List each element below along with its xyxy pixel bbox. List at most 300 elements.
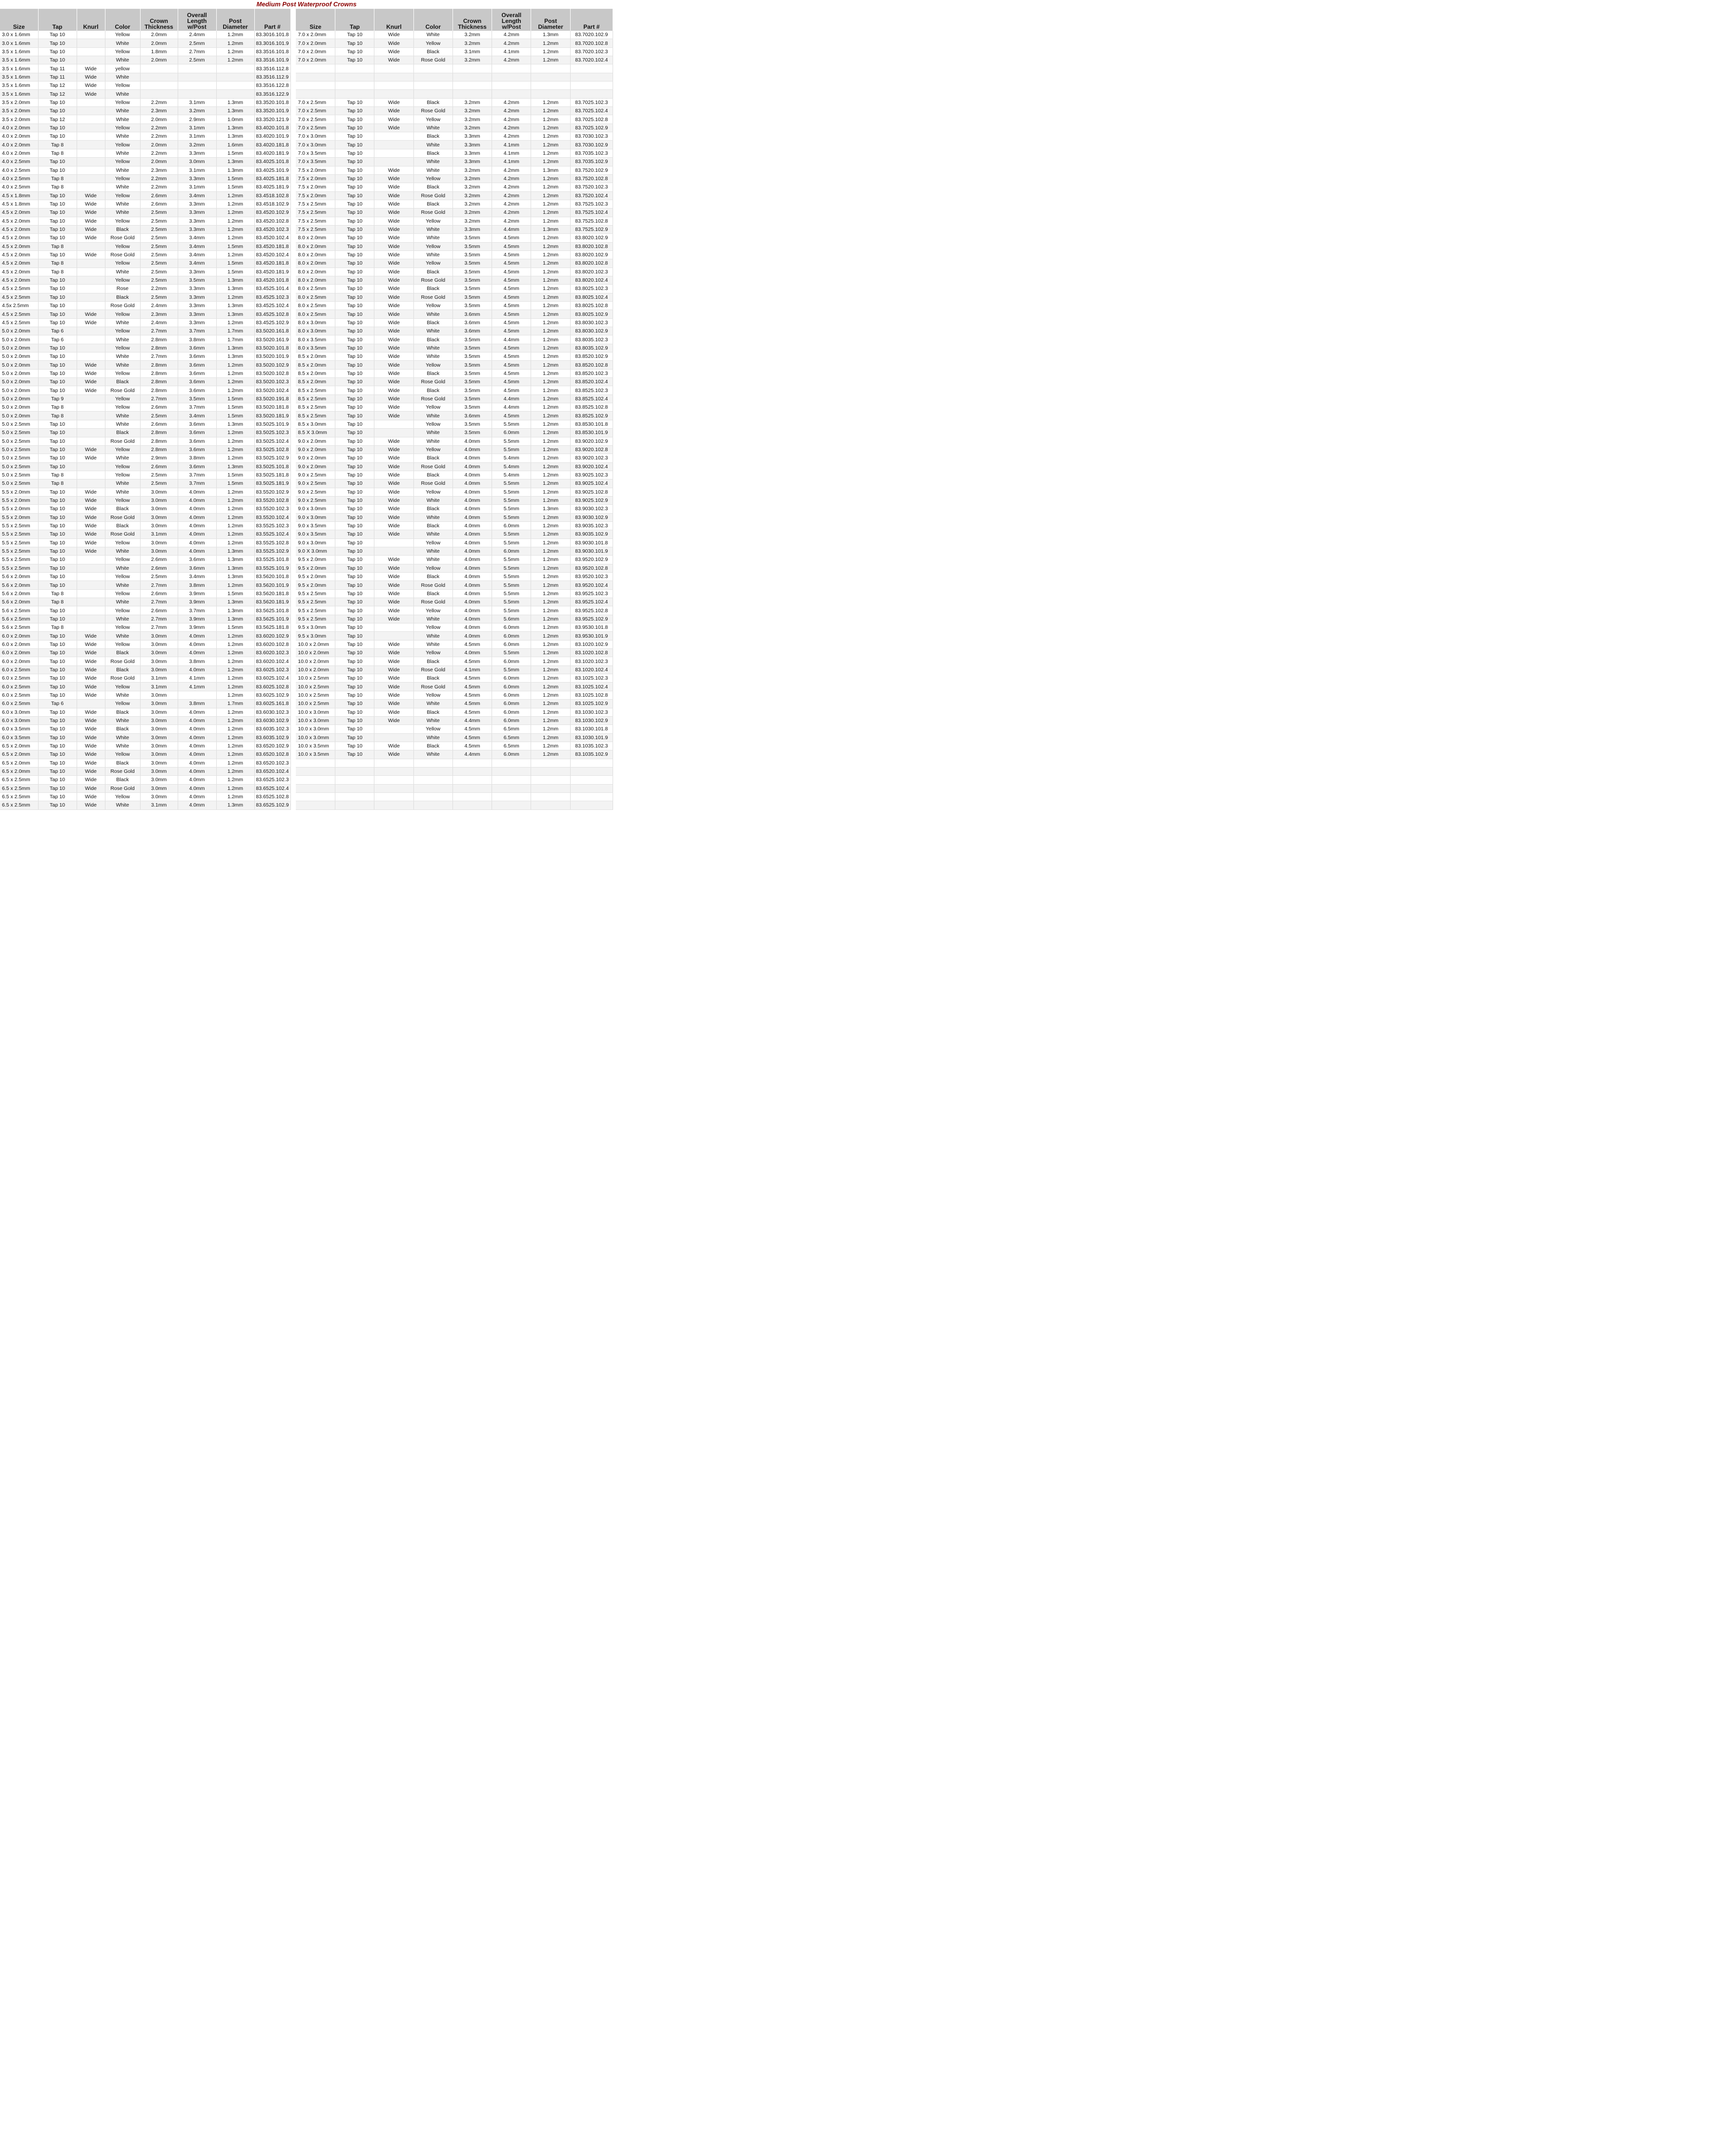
part-number-cell: 83.6035.102.3	[254, 725, 290, 733]
size-cell: 8.0 x 2.5mm	[296, 285, 335, 293]
overall-length-cell: 5.5mm	[492, 598, 531, 606]
part-number-cell: 83.8520.102.3	[570, 369, 613, 377]
table-row	[296, 420, 613, 428]
table-row	[296, 141, 613, 149]
tap-cell: Tap 8	[38, 479, 77, 488]
crown-thickness-cell: 3.1mm	[140, 683, 178, 691]
part-number-cell: 83.4020.181.8	[254, 141, 290, 149]
overall-length-cell: 6.5mm	[492, 733, 531, 742]
table-row	[296, 454, 613, 462]
overall-length-cell: 3.1mm	[178, 132, 216, 141]
color-cell: Rose	[105, 285, 140, 293]
table-row	[296, 598, 613, 606]
crown-thickness-cell: 2.2mm	[140, 98, 178, 106]
size-cell: 7.0 x 3.5mm	[296, 149, 335, 157]
crown-thickness-cell: 4.5mm	[452, 725, 492, 733]
post-diameter-cell: 1.2mm	[531, 361, 570, 369]
tap-cell: Tap 10	[335, 302, 374, 310]
part-number-cell: 83.9525.102.4	[570, 598, 613, 606]
table-row	[296, 39, 613, 47]
tap-cell: Tap 10	[335, 242, 374, 250]
crown-thickness-cell: 3.0mm	[140, 716, 178, 725]
size-cell	[296, 767, 335, 775]
tap-cell: Tap 10	[38, 437, 77, 445]
tap-cell: Tap 10	[38, 776, 77, 784]
table-row	[0, 539, 290, 547]
tap-cell: Tap 10	[38, 124, 77, 132]
post-diameter-cell: 1.5mm	[216, 183, 254, 191]
knurl-cell	[77, 344, 105, 352]
crown-thickness-cell: 3.0mm	[140, 640, 178, 648]
table-row	[0, 665, 290, 674]
size-cell: 6.0 x 2.0mm	[0, 632, 38, 640]
size-cell: 5.6 x 2.5mm	[0, 623, 38, 632]
tap-cell: Tap 8	[38, 623, 77, 632]
knurl-cell: Wide	[77, 674, 105, 683]
overall-length-cell: 5.5mm	[492, 606, 531, 615]
color-cell: White	[413, 225, 452, 233]
part-number-cell: 83.5525.102.9	[254, 547, 290, 555]
size-cell: 5.0 x 2.0mm	[0, 361, 38, 369]
color-cell: Yellow	[105, 394, 140, 403]
color-cell: White	[105, 479, 140, 488]
table-row	[0, 505, 290, 513]
knurl-cell: Wide	[77, 208, 105, 217]
overall-length-cell: 4.2mm	[492, 39, 531, 47]
post-diameter-cell: 1.2mm	[531, 589, 570, 598]
size-cell: 5.6 x 2.0mm	[0, 598, 38, 606]
crown-thickness-cell: 3.0mm	[140, 539, 178, 547]
knurl-cell: Wide	[374, 454, 413, 462]
part-number-cell: 83.8035.102.9	[570, 344, 613, 352]
post-diameter-cell: 1.2mm	[531, 352, 570, 361]
knurl-cell	[374, 90, 413, 98]
post-diameter-cell: 1.2mm	[216, 708, 254, 716]
tap-cell: Tap 10	[38, 505, 77, 513]
size-cell: 8.5 X 3.0mm	[296, 429, 335, 437]
post-diameter-cell	[531, 82, 570, 90]
knurl-cell: Wide	[77, 683, 105, 691]
color-cell: Rose Gold	[105, 784, 140, 792]
size-cell: 8.0 x 2.5mm	[296, 293, 335, 301]
color-cell	[413, 759, 452, 767]
part-number-cell: 83.5025.102.9	[254, 454, 290, 462]
tap-cell: Tap 10	[335, 683, 374, 691]
color-cell: yellow	[105, 64, 140, 73]
table-row	[296, 615, 613, 623]
size-cell: 4.0 x 2.5mm	[0, 158, 38, 166]
size-cell: 5.5 x 2.5mm	[0, 539, 38, 547]
overall-length-cell: 3.6mm	[178, 420, 216, 428]
table-row	[296, 31, 613, 39]
overall-length-cell: 4.5mm	[492, 234, 531, 242]
tap-cell: Tap 10	[335, 496, 374, 504]
crown-thickness-cell: 3.0mm	[140, 784, 178, 792]
post-diameter-cell: 1.2mm	[531, 327, 570, 335]
part-number-cell: 83.1020.102.9	[570, 640, 613, 648]
table-row	[296, 242, 613, 250]
post-diameter-cell: 1.3mm	[216, 124, 254, 132]
header-overall-length: Overall Length w/Post	[178, 9, 216, 31]
crown-thickness-cell: 2.7mm	[140, 581, 178, 589]
post-diameter-cell: 1.2mm	[531, 39, 570, 47]
tap-cell: Tap 10	[38, 234, 77, 242]
color-cell: Black	[413, 200, 452, 208]
overall-length-cell: 4.2mm	[492, 208, 531, 217]
part-number-cell: 83.5625.101.8	[254, 606, 290, 615]
size-cell: 5.0 x 2.5mm	[0, 445, 38, 454]
table-row	[296, 776, 613, 784]
part-number-cell: 83.5525.102.8	[254, 539, 290, 547]
post-diameter-cell: 1.2mm	[216, 657, 254, 665]
overall-length-cell: 3.6mm	[178, 369, 216, 377]
overall-length-cell: 4.5mm	[492, 369, 531, 377]
size-cell: 8.5 x 3.0mm	[296, 420, 335, 428]
size-cell: 4.5 x 2.5mm	[0, 293, 38, 301]
overall-length-cell: 3.5mm	[178, 276, 216, 284]
knurl-cell	[374, 149, 413, 157]
tap-cell: Tap 10	[38, 318, 77, 327]
post-diameter-cell: 1.5mm	[216, 174, 254, 183]
tap-cell: Tap 10	[335, 454, 374, 462]
table-row	[0, 158, 290, 166]
overall-length-cell: 4.5mm	[492, 318, 531, 327]
table-row	[296, 394, 613, 403]
part-number-cell	[570, 784, 613, 792]
crown-thickness-cell: 4.0mm	[452, 496, 492, 504]
knurl-cell: Wide	[374, 589, 413, 598]
crown-thickness-cell: 4.0mm	[452, 530, 492, 539]
part-number-cell: 83.7025.102.3	[570, 98, 613, 106]
tap-cell: Tap 10	[335, 56, 374, 64]
crown-thickness-cell	[452, 82, 492, 90]
table-row	[296, 564, 613, 572]
post-diameter-cell	[216, 82, 254, 90]
crown-thickness-cell: 2.2mm	[140, 183, 178, 191]
tap-cell: Tap 10	[335, 598, 374, 606]
crown-thickness-cell: 3.1mm	[140, 530, 178, 539]
post-diameter-cell: 1.2mm	[216, 496, 254, 504]
part-number-cell: 83.6025.102.8	[254, 683, 290, 691]
tap-cell	[335, 73, 374, 81]
overall-length-cell: 3.3mm	[178, 318, 216, 327]
part-number-cell: 83.7025.102.4	[570, 107, 613, 115]
crown-thickness-cell: 4.0mm	[452, 462, 492, 471]
overall-length-cell: 6.0mm	[492, 632, 531, 640]
part-number-cell: 83.7525.102.4	[570, 208, 613, 217]
tap-cell: Tap 10	[38, 632, 77, 640]
crown-thickness-cell: 3.5mm	[452, 335, 492, 344]
crown-thickness-cell: 3.2mm	[452, 200, 492, 208]
post-diameter-cell: 1.2mm	[216, 56, 254, 64]
overall-length-cell: 4.4mm	[492, 403, 531, 412]
color-cell: Yellow	[413, 691, 452, 699]
overall-length-cell: 2.5mm	[178, 56, 216, 64]
knurl-cell	[374, 420, 413, 428]
size-cell: 9.0 x 2.0mm	[296, 454, 335, 462]
part-number-cell: 83.9030.101.8	[570, 539, 613, 547]
crown-thickness-cell	[452, 64, 492, 73]
crown-thickness-cell: 3.5mm	[452, 369, 492, 377]
knurl-cell: Wide	[374, 394, 413, 403]
size-cell: 5.0 x 2.5mm	[0, 479, 38, 488]
crown-thickness-cell: 4.5mm	[452, 683, 492, 691]
size-cell: 9.5 x 2.5mm	[296, 615, 335, 623]
tap-cell: Tap 10	[38, 285, 77, 293]
crown-thickness-cell	[140, 73, 178, 81]
color-cell: Black	[413, 471, 452, 479]
tap-cell: Tap 10	[335, 462, 374, 471]
crown-thickness-cell: 2.8mm	[140, 445, 178, 454]
knurl-cell	[77, 327, 105, 335]
size-cell: 5.0 x 2.0mm	[0, 403, 38, 412]
crown-thickness-cell: 2.7mm	[140, 352, 178, 361]
tap-cell: Tap 10	[335, 742, 374, 750]
tap-cell: Tap 10	[38, 708, 77, 716]
part-number-cell: 83.5020.181.8	[254, 403, 290, 412]
color-cell: White	[105, 454, 140, 462]
tap-cell: Tap 10	[38, 166, 77, 174]
color-cell: White	[105, 149, 140, 157]
color-cell: Black	[105, 505, 140, 513]
table-row	[296, 742, 613, 750]
tap-cell: Tap 10	[38, 767, 77, 775]
color-cell: White	[105, 73, 140, 81]
tap-cell: Tap 10	[335, 665, 374, 674]
knurl-cell: Wide	[77, 691, 105, 699]
tap-cell: Tap 10	[335, 412, 374, 420]
tap-cell: Tap 10	[38, 293, 77, 301]
knurl-cell	[374, 767, 413, 775]
color-cell: Rose Gold	[105, 674, 140, 683]
knurl-cell: Wide	[374, 310, 413, 318]
color-cell: Rose Gold	[413, 107, 452, 115]
color-cell: White	[105, 90, 140, 98]
overall-length-cell: 5.5mm	[492, 513, 531, 521]
overall-length-cell: 3.3mm	[178, 217, 216, 225]
color-cell: Yellow	[413, 539, 452, 547]
table-row	[0, 242, 290, 250]
knurl-cell	[77, 606, 105, 615]
table-row	[0, 445, 290, 454]
table-row	[0, 352, 290, 361]
overall-length-cell: 3.3mm	[178, 285, 216, 293]
color-cell: White	[413, 352, 452, 361]
size-cell: 3.5 x 1.6mm	[0, 82, 38, 90]
size-cell	[296, 801, 335, 809]
knurl-cell: Wide	[374, 649, 413, 657]
color-cell: White	[413, 640, 452, 648]
tap-cell: Tap 10	[38, 132, 77, 141]
post-diameter-cell	[531, 792, 570, 801]
size-cell: 9.0 x 2.0mm	[296, 437, 335, 445]
size-cell: 10.0 x 3.0mm	[296, 716, 335, 725]
post-diameter-cell: 1.2mm	[531, 242, 570, 250]
part-number-cell: 83.5620.101.9	[254, 581, 290, 589]
post-diameter-cell: 1.5mm	[216, 623, 254, 632]
crown-thickness-cell: 2.4mm	[140, 302, 178, 310]
table-row	[0, 412, 290, 420]
knurl-cell	[77, 183, 105, 191]
color-cell: Black	[413, 183, 452, 191]
post-diameter-cell: 1.3mm	[216, 344, 254, 352]
crown-thickness-cell: 2.8mm	[140, 369, 178, 377]
tap-cell: Tap 8	[38, 259, 77, 268]
color-cell: White	[105, 335, 140, 344]
tap-cell: Tap 10	[38, 725, 77, 733]
overall-length-cell: 3.3mm	[178, 293, 216, 301]
post-diameter-cell: 1.2mm	[531, 369, 570, 377]
tap-cell: Tap 10	[38, 573, 77, 581]
knurl-cell: Wide	[374, 640, 413, 648]
tap-cell: Tap 10	[38, 250, 77, 259]
overall-length-cell: 4.5mm	[492, 276, 531, 284]
knurl-cell: Wide	[374, 285, 413, 293]
part-number-cell: 83.9530.101.8	[570, 623, 613, 632]
color-cell: White	[413, 496, 452, 504]
tap-cell: Tap 10	[38, 742, 77, 750]
post-diameter-cell: 1.2mm	[216, 632, 254, 640]
color-cell: Yellow	[105, 623, 140, 632]
crown-thickness-cell: 2.2mm	[140, 174, 178, 183]
post-diameter-cell: 1.3mm	[216, 158, 254, 166]
knurl-cell: Wide	[374, 462, 413, 471]
post-diameter-cell: 1.2mm	[216, 454, 254, 462]
part-number-cell: 83.5020.101.8	[254, 344, 290, 352]
post-diameter-cell: 1.2mm	[531, 683, 570, 691]
knurl-cell	[77, 141, 105, 149]
post-diameter-cell: 1.2mm	[216, 378, 254, 386]
part-number-cell: 83.1020.102.4	[570, 665, 613, 674]
color-cell: White	[413, 310, 452, 318]
knurl-cell	[77, 700, 105, 708]
size-cell: 4.0 x 2.5mm	[0, 174, 38, 183]
crown-thickness-cell: 3.2mm	[452, 98, 492, 106]
post-diameter-cell: 1.2mm	[216, 250, 254, 259]
color-cell: Yellow	[413, 445, 452, 454]
crown-thickness-cell: 2.0mm	[140, 158, 178, 166]
knurl-cell: Wide	[77, 505, 105, 513]
part-number-cell: 83.5025.102.8	[254, 445, 290, 454]
post-diameter-cell: 1.3mm	[216, 573, 254, 581]
overall-length-cell: 5.5mm	[492, 496, 531, 504]
size-cell: 3.0 x 1.6mm	[0, 31, 38, 39]
crown-thickness-cell: 3.5mm	[452, 403, 492, 412]
tap-cell: Tap 10	[335, 632, 374, 640]
size-cell: 6.0 x 2.5mm	[0, 691, 38, 699]
crown-thickness-cell: 4.0mm	[452, 539, 492, 547]
overall-length-cell: 3.4mm	[178, 412, 216, 420]
part-number-cell: 83.8520.102.4	[570, 378, 613, 386]
overall-length-cell: 5.5mm	[492, 479, 531, 488]
overall-length-cell: 3.0mm	[178, 158, 216, 166]
tap-cell: Tap 9	[38, 394, 77, 403]
part-number-cell: 83.8030.102.9	[570, 327, 613, 335]
post-diameter-cell: 1.7mm	[216, 327, 254, 335]
knurl-cell	[77, 462, 105, 471]
crown-thickness-cell: 3.0mm	[140, 759, 178, 767]
tap-cell: Tap 10	[38, 649, 77, 657]
size-cell	[296, 64, 335, 73]
overall-length-cell: 6.0mm	[492, 691, 531, 699]
part-number-cell: 83.5020.161.9	[254, 335, 290, 344]
overall-length-cell: 5.5mm	[492, 564, 531, 572]
part-number-cell: 83.9035.102.9	[570, 530, 613, 539]
size-cell: 4.0 x 2.0mm	[0, 124, 38, 132]
page-title: Medium Post Waterproof Crowns	[256, 0, 357, 8]
part-number-cell: 83.1030.102.9	[570, 716, 613, 725]
table-row	[0, 47, 290, 56]
part-number-cell: 83.8020.102.3	[570, 268, 613, 276]
knurl-cell	[374, 73, 413, 81]
tap-cell: Tap 10	[38, 513, 77, 521]
post-diameter-cell: 1.2mm	[216, 191, 254, 200]
tap-cell: Tap 10	[335, 513, 374, 521]
table-row	[296, 792, 613, 801]
crown-thickness-cell: 3.0mm	[140, 725, 178, 733]
overall-length-cell: 5.5mm	[492, 573, 531, 581]
overall-length-cell	[492, 759, 531, 767]
size-cell: 4.0 x 2.0mm	[0, 132, 38, 141]
overall-length-cell: 3.6mm	[178, 564, 216, 572]
color-cell: White	[413, 556, 452, 564]
part-number-cell: 83.8520.102.8	[570, 361, 613, 369]
table-row	[0, 174, 290, 183]
crown-thickness-cell	[452, 776, 492, 784]
table-row	[296, 683, 613, 691]
size-cell: 6.0 x 2.0mm	[0, 649, 38, 657]
size-cell: 10.0 x 3.0mm	[296, 733, 335, 742]
overall-length-cell: 4.0mm	[178, 530, 216, 539]
knurl-cell	[374, 64, 413, 73]
size-cell: 8.0 x 2.5mm	[296, 310, 335, 318]
crown-thickness-cell: 3.0mm	[140, 665, 178, 674]
overall-length-cell: 3.7mm	[178, 403, 216, 412]
overall-length-cell: 3.8mm	[178, 657, 216, 665]
crown-thickness-cell: 2.9mm	[140, 454, 178, 462]
part-number-cell: 83.5020.102.9	[254, 361, 290, 369]
tap-cell: Tap 10	[335, 505, 374, 513]
post-diameter-cell: 1.3mm	[216, 285, 254, 293]
crown-thickness-cell: 3.5mm	[452, 420, 492, 428]
post-diameter-cell: 1.2mm	[531, 691, 570, 699]
size-cell: 5.6 x 2.0mm	[0, 589, 38, 598]
tap-cell	[335, 776, 374, 784]
post-diameter-cell: 1.2mm	[531, 598, 570, 606]
table-row	[296, 665, 613, 674]
overall-length-cell: 3.4mm	[178, 234, 216, 242]
tap-cell: Tap 6	[38, 327, 77, 335]
color-cell: Yellow	[413, 361, 452, 369]
part-number-cell: 83.4518.102.8	[254, 191, 290, 200]
part-number-cell	[570, 82, 613, 90]
crown-thickness-cell: 3.5mm	[452, 344, 492, 352]
color-cell: Rose Gold	[105, 234, 140, 242]
color-cell: White	[105, 733, 140, 742]
post-diameter-cell: 1.3mm	[216, 352, 254, 361]
crown-thickness-cell: 2.4mm	[140, 318, 178, 327]
knurl-cell: Wide	[374, 496, 413, 504]
post-diameter-cell: 1.2mm	[216, 733, 254, 742]
overall-length-cell: 3.6mm	[178, 429, 216, 437]
part-number-cell: 83.7520.102.8	[570, 174, 613, 183]
crown-thickness-cell: 4.5mm	[452, 742, 492, 750]
post-diameter-cell: 1.0mm	[216, 115, 254, 124]
knurl-cell: Wide	[77, 310, 105, 318]
color-cell: White	[413, 327, 452, 335]
overall-length-cell: 5.4mm	[492, 462, 531, 471]
post-diameter-cell: 1.2mm	[531, 665, 570, 674]
